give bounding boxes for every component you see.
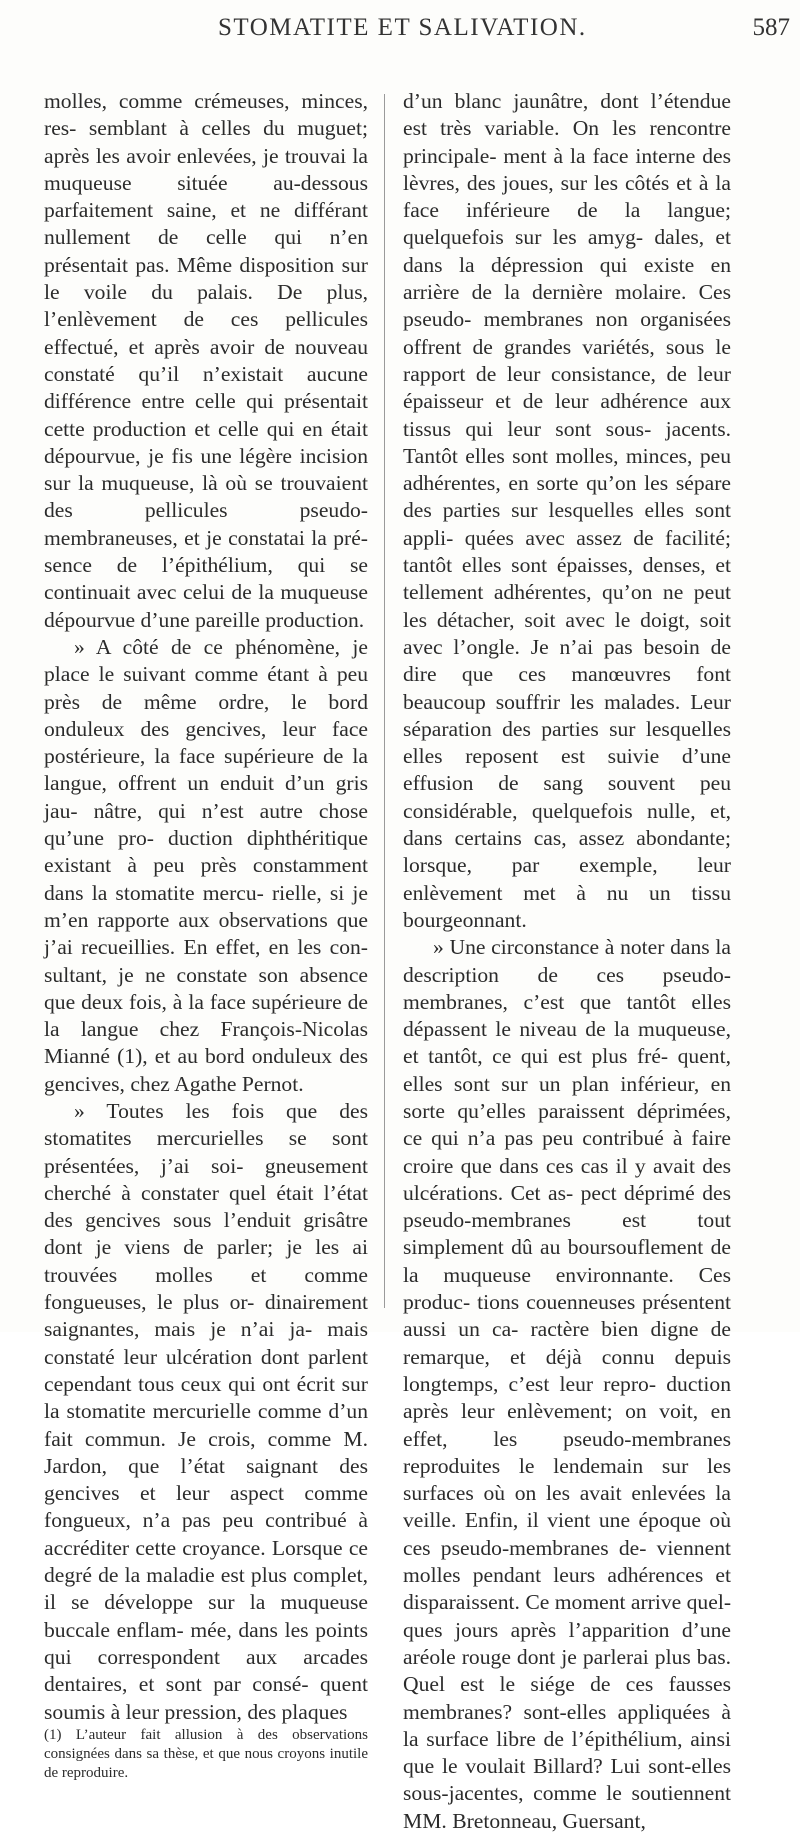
paragraph: » A côté de ce phénomène, je place le suivant comme étant à peu près de même ordre, le bord onduleux des gencives, leur face postérieure, la face supérieure de la langue, offrent un enduit d’un gris jau- nâtre, qui n’est autre chose qu’une pro- duction diphthéritique existant à peu près constamment dans la stomatite mercu- rielle, si je m’en rapporte aux observations que j’ai recueillies. En effet, en les con- sultant, je ne constate son absence que deux fois, à la face supérieure de la langue chez François-Nicolas Mianné (1), et au bord onduleux des gencives, chez Agathe Pernot.: [44, 634, 368, 1096]
paragraph: » Toutes les fois que des stomatites mercurielles se sont présentées, j’ai soi- gneusement cherché à constater quel était l’état des gencives sous l’enduit grisâtre dont je viens de parler; je les ai trouvées molles et comme fongueuses, le plus or- dinairement saignantes, mais je n’ai ja- mais constaté leur ulcération dont parlent cependant tous ceux qui ont écrit sur la stomatite mercurielle comme d’un fait commun. Je crois, comme M. Jardon, que l’état saignant des gencives et leur aspect comme fongueux, n’a pas peu contribué à accréditer cette croyance. Lorsque ce degré de la maladie est plus complet, il se développe sur la muqueuse buccale enflam- mée, dans les points qui correspondent aux arcades dentaires, et sont par consé- quent soumis à leur pression, des plaques: [44, 1098, 368, 1724]
footnote: (1) L’auteur fait allusion à des observations consignées dans sa thèse, et que nous croyons inutile de reproduire.: [44, 1726, 368, 1781]
running-title: STOMATITE ET SALIVATION.: [218, 14, 587, 41]
paragraph: d’un blanc jaunâtre, dont l’étendue est très variable. On les rencontre principale- ment à la face interne des lèvres, des joues, sur les côtés et à la face inférieure de la langue; quelquefois sur les amyg- dales, et dans la dépression qui existe en arrière de la dernière molaire. Ces pseudo- membranes non organisées offrent de grandes variétés, sous le rapport de leur consistance, de leur épaisseur et de leur adhérence aux tissus qui leur sont sous- jacents. Tantôt elles sont molles, minces, peu adhérentes, en sorte qu’on les sépare des parties sur lesquelles elles sont appli- quées avec assez de facilité; tantôt elles sont épaisses, denses, et tellement adhérentes, qu’on ne peut les détacher, soit avec le doigt, soit avec l’ongle. Je n’ai pas besoin de dire que ces manœuvres font beaucoup souffrir les malades. Leur séparation des parties sur lesquelles elles reposent est suivie d’une effusion de sang souvent peu considérable, quelquefois nulle, et, dans certains cas, assez abondante; lorsque, par exemple, leur enlèvement met à nu un tissu bourgeonnant.: [403, 89, 731, 932]
right-column: [403, 88, 731, 1835]
column-divider: [384, 94, 385, 1308]
page-header: [218, 14, 798, 54]
page-number: 587: [752, 14, 790, 41]
left-column: [44, 88, 368, 1783]
paragraph: » Une circonstance à noter dans la description de ces pseudo-membranes, c’est que tantôt elles dépassent le niveau de la muqueuse, et tantôt, ce qui est plus fré- quent, elles sont sur un plan inférieur, en sorte qu’elles paraissent déprimées, ce qui n’a pas peu contribué à faire croire que dans ces cas il y avait des ulcérations. Cet as- pect déprimé des pseudo-membranes est tout simplement dû au boursouflement de la muqueuse environnante. Ces produc- tions couenneuses présentent aussi un ca- ractère bien digne de remarque, et déjà connu depuis longtemps, c’est leur repro- duction après leur enlèvement; on voit, en effet, les pseudo-membranes reproduites le lendemain sur les surfaces où on les avait enlevées la veille. Enfin, il vient une époque où ces pseudo-membranes de- viennent molles pendant leurs adhérences et disparaissent. Ce moment arrive quel- ques jours après l’apparition d’une aréole rouge dont je parlerai plus bas. Quel est le siége de ces fausses membranes? sont-elles appliquées à la surface libre de l’épithélium, ainsi que le voulait Billard? Lui sont-elles sous-jacentes, comme le soutiennent MM. Bretonneau, Guersant,: [403, 935, 732, 1833]
paragraph: molles, comme crémeuses, minces, res- semblant à celles du muguet; après les avoir enlevées, je trouvai la muqueuse située au-dessous parfaitement saine, et ne différant nullement de celle qui n’en présentait pas. Même disposition sur le voile du palais. De plus, l’enlèvement de ces pellicules effectué, et après avoir de nouveau constaté qu’il n’existait aucune différence entre celle qui présentait cette production et celle qui en était dépourvue, je fis une légère incision sur la muqueuse, là où se trouvaient des pellicules pseudo- membraneuses, et je constatai la pré- sence de l’épithélium, qui se continuait avec celui de la muqueuse dépourvue d’une pareille production.: [44, 89, 368, 632]
